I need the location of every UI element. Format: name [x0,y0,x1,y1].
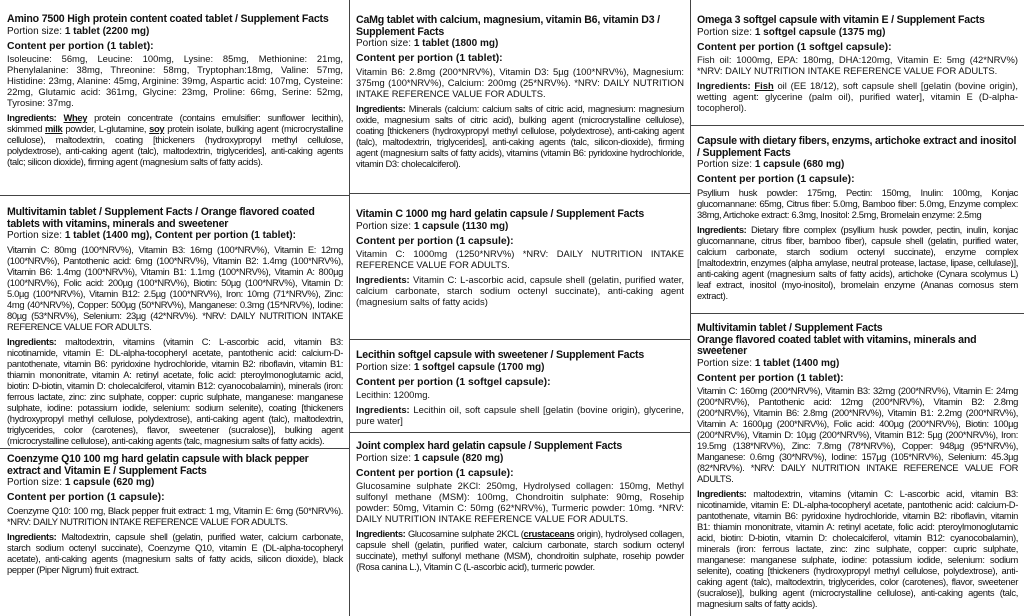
ingredients-text: Ingredients: Dietary fibre complex (psyllium husk powder, pectin, inulin, konjac glucomannane, citrus fiber, bamboo fiber), capsule shell (gelatin, purified water, calcium carbonate, starch sodium octenyl succinate), enzyme complex [maltodextrin, enzymes (alpha amylase, neutral protease, lactase, lipase, cellulase)], anti-caking agent (magnesium salts of fatty acids), artichoke (Cynara scolymus L) leaf extract, inositol (myo-inositol), bromelain enzyme (Ananas comosus stem extract). [697,223,1018,301]
panel-title: Multivitamin tablet / Supplement Facts [697,322,883,334]
content-heading: Content per portion (1 softgel capsule): [356,376,551,388]
ingredients-text: Ingredients: Glucosamine sulphate 2KCL (crustaceans origin), hydrolysed collagen, capsule shell (gelatin, purified water, calcium carbonate, starch sodium octenyl succinate), methyl sulfonyl methane (MSM), chondroitin sulphate, rosehip powder (Rosa canina L.), Vitamin C (L-ascorbic acid), turmeric powder. [356,528,684,572]
ingredients-text: Ingredients: Maltodextrin, capsule shell (gelatin, purified water, calcium carbonate, starch sodium octenyl succinate), Coenzyme Q10, vitamin E (DL-alpha-tocopheryl acetate), anti-caking agents (magnesium salts of fatty acids, silicon dioxide), black pepper (Piper Nigrum) fruit extract. [7,530,343,575]
portion-size: Portion size: 1 tablet (1400 mg) [697,357,840,369]
lecithin-panel [349,340,690,433]
allergen: Fish [754,80,774,91]
portion-size: Portion size: 1 capsule (680 mg) [697,159,845,170]
panel-title: Omega 3 softgel capsule with vitamin E / Supplement Facts [697,14,985,26]
column-middle [349,0,691,616]
camg-panel [349,0,690,194]
portion-size: Portion size: 1 tablet (1800 mg) [356,38,499,49]
dietary-fiber-panel [690,126,1024,314]
panel-title: Capsule with dietary fibers, enzyms, artichoke extract and inositol / Supplement Facts [697,135,1017,159]
content-text: Vitamin C: 160mg (200*NRV%), Vitamin B3: 32mg (200*NRV%), Vitamin E: 24mg (200*NRV%), Pantothenic acid: 12mg (200*NRV%), Vitamin B2: 2.8mg (200*NRV%), Vitamin B6: 2.8mg (200*NRV%), Vitamin B1: 2.2mg (200*NRV%), Vitamin A: 1600µg (200*NRV%), Folic acid: 400µg (200*NRV%), Biotin: 100µg (200*NRV%), Vitamin D: 10µg (200*NRV%), Vitamin B12: 5µg (200*NRV%), Iron: 19.5mg (138*NRV%), Zinc: 7.8mg (78*NRV%), Copper: 948µg (95*NRV%), Manganese: 0.6mg (30*NRV%), Iodine: 157µg (105*NRV%), Selenium: 45.3µg (82*NRV%). *NRV: DAILY NUTRITION INTAKE REFERENCE VALUE FOR ADULTS. [697,385,1018,484]
coenzyme-q10-panel [0,449,349,616]
ingredients-text: Ingredients: Fish oil (EE 18/12), soft capsule shell [gelatin (bovine origin), wetting agent: glycerine (palm oil), purified water], vitamin E (D-alpha-tocopherol). [697,80,1019,113]
allergen: crustaceans [523,528,575,539]
multivitamin-panel [0,196,349,449]
portion-size: Portion size: 1 tablet (1400 mg), Content per portion (1 tablet): [7,230,296,241]
ingredients-text: Ingredients: Minerals (calcium: calcium salts of citric acid, magnesium: magnesium oxide, magnesium salts of citric acid), bulking agent (microcrystalline cellulose), coating [thickeners (hydroxypropyl methyl cellulose, polydextrose), anti-caking agent (talc), maltodextrin, triglycerides], anti-caking agents (talc, silicon-dioxide), firming agent (magnesium salts of fatty acids), vitamins (vitamin B6: pyridoxine hydrochloride, vitamin D3: cholecalciferol). [356,102,684,169]
multivitamin-orange-panel [690,314,1024,616]
ingredients-text: Ingredients: maltodextrin, vitamins (vitamin C: L-ascorbic acid, vitamin B3: nicotinamide, vitamin E: DL-alpha-tocopheryl acetate, pantothenic acid: calcium-D-pantothenate, vitamin B6: pyridoxine hydrochloride, vitamin B2: riboflavin, vitamin B1: thiamin mononitrate, vitamin A: retinyl acetate, folic acid: pteroylmonoglutamic acid, biotin: D-biotin, vitamin D: cholecalciferol, vitamin B12: cyanocobalamin), minerals (iron: ferrous lactate, zinc: zinc sulphate, copper: cupric sulphate, manganese: manganese sulphate, iodine: potassium iodide, selenium: sodium selenite), coating [thickeners (hydroxypropyl methyl cellulose, polydextrose), anti-caking agent (talc), maltodextrin, triglycerides, color (carotenes), flavor, sweetener (sucralose)], bulking agent (microcrystalline cellulose), anti-caking agents (talc, magnesium salts of fatty acids). [7,336,343,446]
portion-size: Portion size: 1 tablet (2200 mg) [7,25,150,37]
content-heading: Content per portion (1 tablet): [356,53,503,64]
allergen: Whey [63,112,88,123]
panel-subtitle: Orange flavored coated tablet with vitamins, minerals and sweetener [697,333,977,357]
ingredients-text: Ingredients: maltodextrin, vitamins (vitamin C: L-ascorbic acid, vitamin B3: nicotinamide, vitamin E: DL-alpha-tocopheryl acetate, pantothenic acid: calcium-D-pantothenate, vitamin B6: pyridoxine hydrochloride, vitamin B2: riboflavin, vitamin B1: thiamin mononitrate, vitamin A: retinyl acetate, folic acid: pteroylmonoglutamic acid, biotin: D-biotin, vitamin D: cholecalciferol, vitamin B12: cyanocobalamin), minerals (iron: ferrous lactate, zinc: zinc sulphate, copper: cupric sulphate, manganese: manganese sulphate, iodine: potassium iodide, selenium: sodium selenite), coating [thickeners (hydroxypropyl methyl cellulose, polydextrose), anti-caking agent (talc), maltodextrin, triglycerides, color (carotenes), flavor, sweetener (sucralose)], bulking agent (microcrystalline cellulose), anti-caking agents (talc, magnesium salts of fatty acids). [697,488,1018,609]
content-text: Psyllium husk powder: 175mg, Pectin: 150mg, Inulin: 100mg, Konjac glucomannane: 65mg, Citrus fiber: 5.0mg, Bamboo fiber: 5.0mg, Enzyme complex: 38mg, Artichoke extract: 6.3mg, Inositol: 2.5mg, Bromelain enzyme: 2.5mg [697,186,1018,220]
portion-size: Portion size: 1 capsule (820 mg) [356,452,504,464]
vitamin-c-panel [349,194,690,340]
panel-title: Vitamin C 1000 mg hard gelatin capsule / Supplement Facts [356,208,645,220]
panel-title: Joint complex hard gelatin capsule / Supplement Facts [356,440,623,452]
panel-title: Amino 7500 High protein content coated tablet / Supplement Facts [7,13,329,25]
portion-size: Portion size: 1 softgel capsule (1700 mg) [356,361,545,373]
content-text: Isoleucine: 56mg, Leucine: 100mg, Lysine: 85mg, Methionine: 21mg, Phenylalanine: 38mg, Threonine: 58mg, Tryptophan:18mg, Valine: 57mg, Histidine: 23mg, Alanine: 45mg, Arginine: 39mg, Aspartic acid: 107mg, Cysteine: 22mg, Glutamic acid: 361mg, Glycine: 23mg, Proline: 66mg, Serine: 52mg, Tyrosine: 37mg. [7,53,343,108]
column-left [0,0,350,616]
content-heading: Content per portion (1 capsule): [356,467,514,479]
joint-complex-panel [349,433,690,616]
content-heading: Content per portion (1 capsule): [7,492,165,503]
content-heading: Content per portion (1 tablet): [7,40,154,52]
portion-size: Portion size: 1 capsule (620 mg) [7,477,155,488]
content-text: Coenzyme Q10: 100 mg, Black pepper fruit extract: 1 mg, Vitamin E: 6mg (50*NRV%). *NRV: DAILY NUTRITION INTAKE REFERENCE VALUE FOR ADULTS. [7,504,343,527]
omega-3-panel [690,0,1024,126]
content-heading: Content per portion (1 softgel capsule): [697,41,892,53]
content-text: Glucosamine sulphate 2KCl: 250mg, Hydrolysed collagen: 150mg, Methyl sulfonyl methane (MSM): 100mg, Chondroitin sulphate: 90mg, Rosehip powder: 50mg, Vitamin C: 50mg (62*NRV%), Turmeric powder: 10mg. *NRV: DAILY NUTRITION INTAKE REFERENCE VALUE FOR ADULTS. [356,480,684,524]
content-text: Vitamin B6: 2.8mg (200*NRV%), Vitamin D3: 5µg (100*NRV%), Magnesium: 375mg (100*NRV%), Calcium: 200mg (25*NRV%). *NRV: DAILY NUTRITION INTAKE REFERENCE VALUE FOR ADULTS. [356,65,684,99]
portion-size: Portion size: 1 capsule (1130 mg) [356,220,509,232]
content-text: Fish oil: 1000mg, EPA: 180mg, DHA:120mg, Vitamin E: 5mg (42*NRV%) *NRV: DAILY NUTRITION INTAKE REFERENCE VALUE FOR ADULTS. [697,54,1018,76]
ingredients-text: Ingredients: Lecithin oil, soft capsule shell [gelatin (bovine origin), glycerine, pure water] [356,404,684,426]
content-text: Vitamin C: 1000mg (1250*NRV%) *NRV: DAILY NUTRITION INTAKE REFERENCE VALUE FOR ADULTS. [356,248,684,270]
panel-title: Multivitamin tablet / Supplement Facts / Orange flavored coated tablets with vitamins, minerals and sweetener [7,206,315,230]
allergen: soy [149,123,165,134]
content-heading: Content per portion (1 capsule): [697,174,855,185]
panel-title: CaMg tablet with calcium, magnesium, vitamin B6, vitamin D3 / Supplement Facts [356,14,660,38]
ingredients-text: Ingredients: Whey protein concentrate (contains emulsifier: sunflower lecithin), skimmed milk powder, L-glutamine, soy protein isolate, bulking agent (microcrystalline cellulose), maltodextrin, coating [thickeners (hydroxypropyl methyl cellulose, polydextrose), anti-caking agent (talc), maltodextrin, triglycerides], anti-caking agents (talc; silicon dioxide), firming agent (magnesium salts of fatty acids). [7,112,343,167]
portion-size: Portion size: 1 softgel capsule (1375 mg) [697,26,886,38]
panel-title: Coenzyme Q10 100 mg hard gelatin capsule with black pepper extract and Vitamin E / Supplement Facts [7,453,309,477]
column-right [690,0,1024,616]
content-text: Lecithin: 1200mg. [356,389,431,400]
amino-7500-panel [0,0,349,196]
content-heading: Content per portion (1 capsule): [356,235,514,247]
content-text: Vitamin C: 80mg (100*NRV%), Vitamin B3: 16mg (100*NRV%), Vitamin E: 12mg (100*NRV%), Pantothenic acid: 6mg (100*NRV%), Vitamin B2: 1.4mg (100*NRV%), Vitamin B6: 1.4mg (100*NRV%), Vitamin B1: 1.1mg (100*NRV%), Vitamin A: 800µg (100*NRV%), Folic acid: 200µg (100*NRV%), Biotin: 50µg (100*NRV%), Vitamin D: 5.0µg (100*NRV%), Vitamin B12: 2.5µg (100*NRV%), Iron: 10mg (71*NRV%), Zinc: 4mg (40*NRV%), Copper: 500µg (50*NRV%), Manganese: 0.3mg (15*NRV%), Iodine: 80µg (53*NRV%), Selenium: 23µg (42*NRV%). *NRV: DAILY NUTRITION INTAKE REFERENCE VALUE FOR ADULTS. [7,244,343,332]
ingredients-text: Ingredients: Vitamin C: L-ascorbic acid, capsule shell (gelatin, purified water, calcium carbonate, starch sodium octenyl succinate), anti-caking agent (magnesium salts of fatty acids) [356,274,685,307]
content-heading: Content per portion (1 tablet): [697,372,844,384]
panel-title: Lecithin softgel capsule with sweetener / Supplement Facts [356,349,645,361]
allergen: milk [45,123,63,134]
